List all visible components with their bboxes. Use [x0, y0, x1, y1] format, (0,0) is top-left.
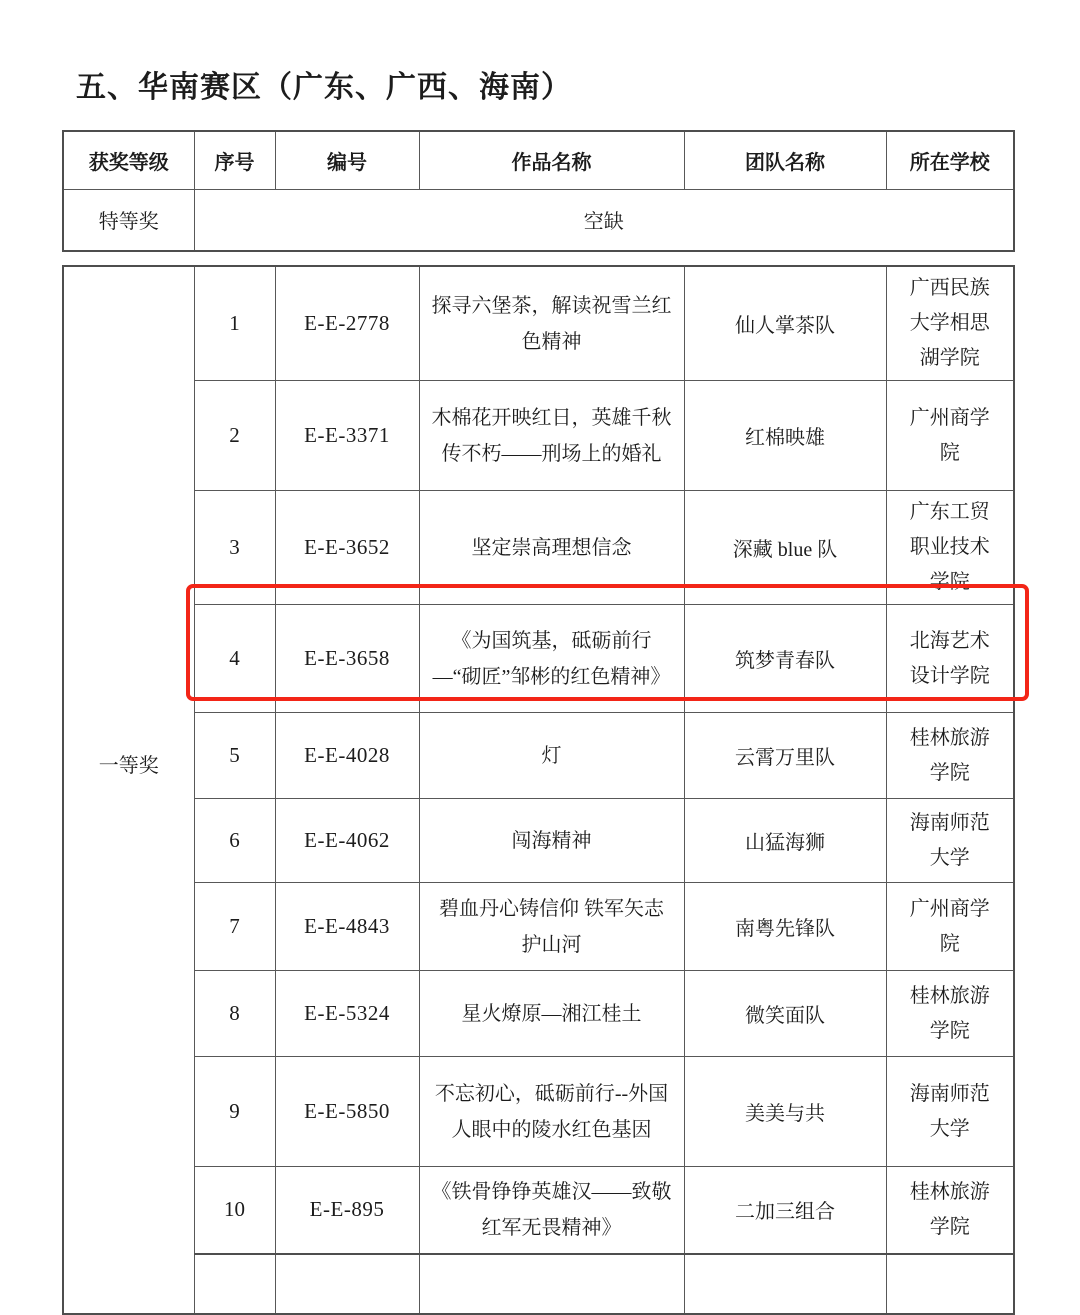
cell-school: 广西民族大学相思湖学院 — [886, 266, 1014, 381]
cell-no: 5 — [194, 713, 275, 799]
cell-team: 山猛海狮 — [684, 799, 886, 883]
table-row-partial — [63, 1254, 1014, 1314]
cell-no: 6 — [194, 799, 275, 883]
cell-no: 1 — [194, 266, 275, 381]
cell-school: 广州商学院 — [886, 883, 1014, 971]
cell-code: E-E-4028 — [275, 713, 419, 799]
table-row — [63, 713, 1014, 799]
special-prize-value-cell: 空缺 — [194, 189, 1014, 251]
cell-school: 广州商学院 — [886, 381, 1014, 491]
table-row — [63, 883, 1014, 971]
cell-code: E-E-3658 — [275, 605, 419, 713]
cell-code: E-E-5850 — [275, 1057, 419, 1167]
cell-school: 桂林旅游学院 — [886, 713, 1014, 799]
cell-code: E-E-2778 — [275, 266, 419, 381]
cell-work: 探寻六堡茶，解读祝雪兰红色精神 — [419, 266, 684, 381]
cell-team: 红棉映雄 — [684, 381, 886, 491]
cell-school: 北海艺术设计学院 — [886, 605, 1014, 713]
cell-code: E-E-3652 — [275, 491, 419, 605]
cell-no — [194, 1254, 275, 1314]
cell-code: E-E-4062 — [275, 799, 419, 883]
table-row — [63, 971, 1014, 1057]
cell-school: 海南师范大学 — [886, 799, 1014, 883]
special-prize-level-cell: 特等奖 — [63, 189, 194, 251]
header-award-level: 获奖等级 — [63, 131, 194, 189]
cell-work: 木棉花开映红日，英雄千秋传不朽——刑场上的婚礼 — [419, 381, 684, 491]
table-row — [63, 1167, 1014, 1254]
cell-team: 云霄万里队 — [684, 713, 886, 799]
header-row — [63, 131, 1014, 189]
cell-team: 微笑面队 — [684, 971, 886, 1057]
cell-team: 美美与共 — [684, 1057, 886, 1167]
cell-work: 坚定崇高理想信念 — [419, 491, 684, 605]
page-title: 五、华南赛区（广东、广西、海南） — [76, 71, 572, 104]
table-row — [63, 491, 1014, 605]
cell-school: 桂林旅游学院 — [886, 971, 1014, 1057]
table-row-highlighted — [63, 605, 1014, 713]
cell-code: E-E-4843 — [275, 883, 419, 971]
cell-team: 深藏 blue 队 — [684, 491, 886, 605]
header-team-name: 团队名称 — [684, 131, 886, 189]
cell-school: 海南师范大学 — [886, 1057, 1014, 1167]
cell-team: 南粤先锋队 — [684, 883, 886, 971]
cell-no: 8 — [194, 971, 275, 1057]
cell-school — [886, 1254, 1014, 1314]
cell-work: 《铁骨铮铮英雄汉——致敬红军无畏精神》 — [419, 1167, 684, 1254]
cell-work: 星火燎原—湘江桂土 — [419, 971, 684, 1057]
cell-work: 碧血丹心铸信仰 铁军矢志护山河 — [419, 883, 684, 971]
cell-team: 仙人掌茶队 — [684, 266, 886, 381]
cell-no: 4 — [194, 605, 275, 713]
table-row — [63, 1057, 1014, 1167]
cell-code: E-E-3371 — [275, 381, 419, 491]
cell-no: 3 — [194, 491, 275, 605]
table-row — [63, 381, 1014, 491]
special-prize-row — [63, 189, 1014, 251]
header-school: 所在学校 — [886, 131, 1014, 189]
award-level-cell: 一等奖 — [63, 266, 194, 1314]
cell-team — [684, 1254, 886, 1314]
cell-work: 《为国筑基，砥砺前行—“砌匠”邹彬的红色精神》 — [419, 605, 684, 713]
cell-work — [419, 1254, 684, 1314]
cell-no: 2 — [194, 381, 275, 491]
awards-table — [62, 265, 1015, 1315]
cell-code — [275, 1254, 419, 1314]
cell-code: E-E-5324 — [275, 971, 419, 1057]
cell-no: 10 — [194, 1167, 275, 1254]
cell-work: 不忘初心，砥砺前行--外国人眼中的陵水红色基因 — [419, 1057, 684, 1167]
header-code: 编号 — [275, 131, 419, 189]
table-row — [63, 266, 1014, 381]
cell-work: 闯海精神 — [419, 799, 684, 883]
cell-no: 7 — [194, 883, 275, 971]
header-serial: 序号 — [194, 131, 275, 189]
cell-school: 广东工贸职业技术学院 — [886, 491, 1014, 605]
cell-team: 筑梦青春队 — [684, 605, 886, 713]
table-row — [63, 799, 1014, 883]
cell-no: 9 — [194, 1057, 275, 1167]
cell-work: 灯 — [419, 713, 684, 799]
cell-school: 桂林旅游学院 — [886, 1167, 1014, 1254]
header-work-name: 作品名称 — [419, 131, 684, 189]
header-table — [62, 130, 1015, 252]
cell-code: E-E-895 — [275, 1167, 419, 1254]
cell-team: 二加三组合 — [684, 1167, 886, 1254]
